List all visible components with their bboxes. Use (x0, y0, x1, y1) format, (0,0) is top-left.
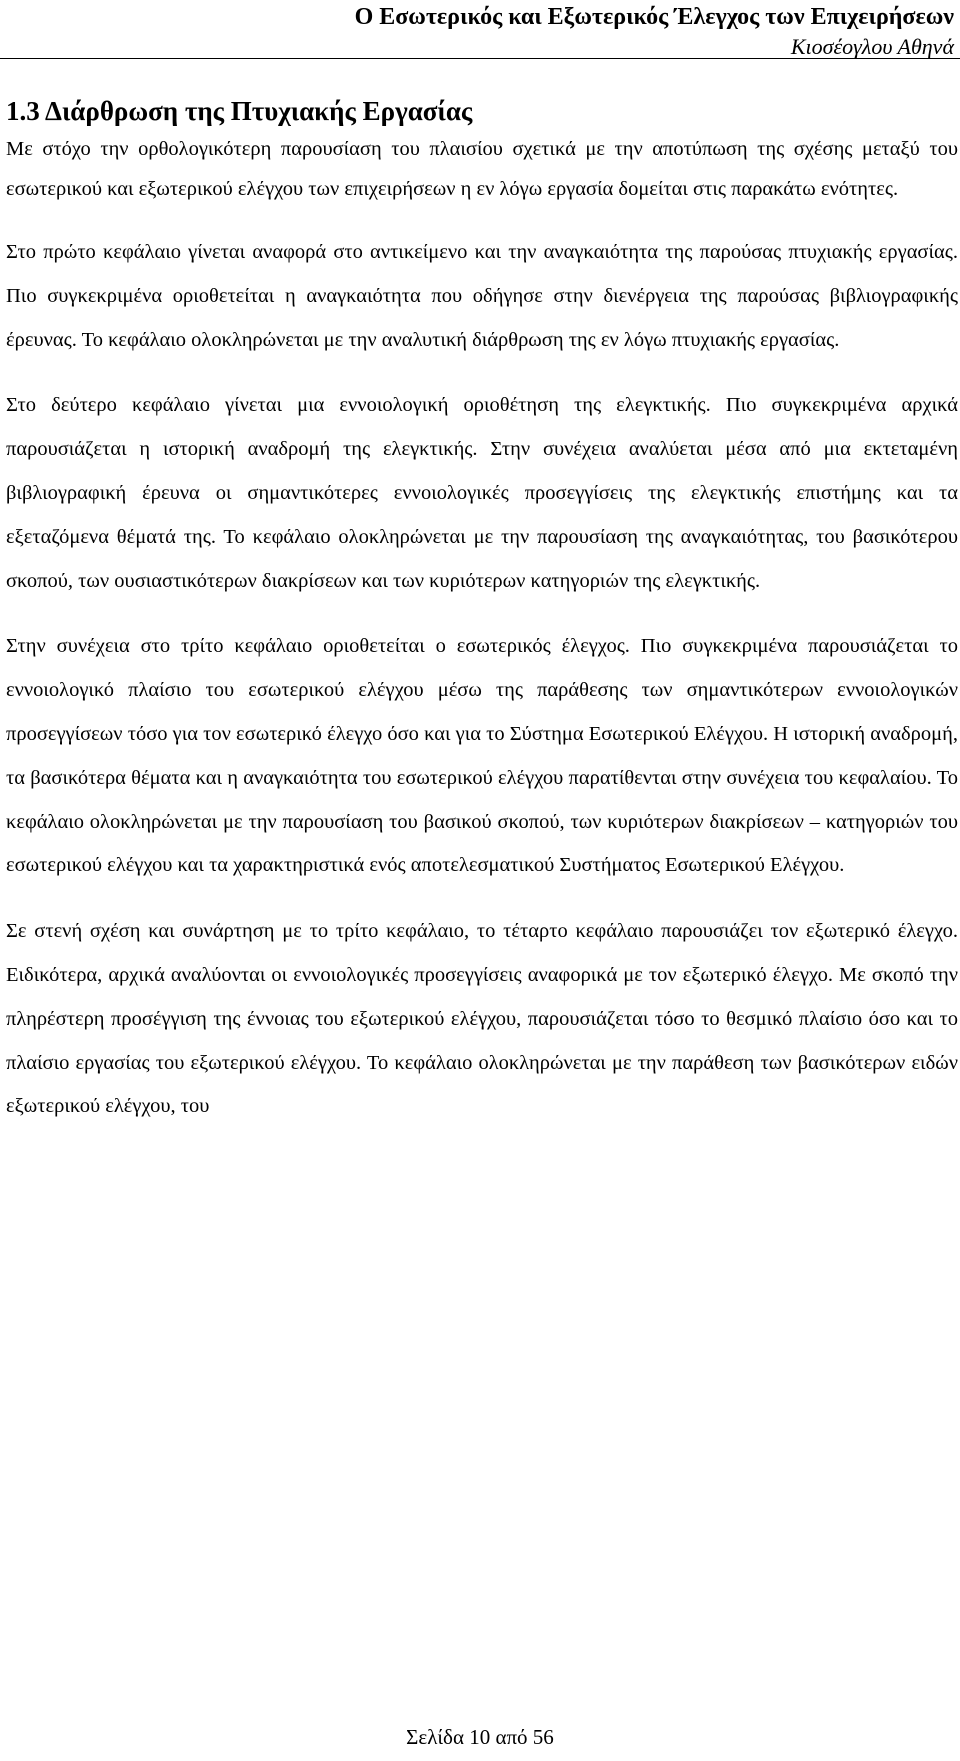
page-body (6, 93, 958, 1129)
header-divider (0, 58, 960, 59)
paragraph-chapter-1: Στο πρώτο κεφάλαιο γίνεται αναφορά στο αντικείμενο και την αναγκαιότητα της παρούσας πτυχιακής εργασίας. Πιο συγκεκριμένα οριοθετείται η αναγκαιότητα που οδήγησε στην διενέργεια της παρούσας βιβλιογραφικής έρευνας. Το κεφάλαιο ολοκληρώνεται με την αναλυτική διάρθρωση της εν λόγω πτυχιακής εργασίας. (6, 241, 958, 351)
header-title: Ο Εσωτερικός και Εξωτερικός Έλεγχος των Επιχειρήσεων (354, 4, 954, 30)
paragraph-chapter-2: Στο δεύτερο κεφάλαιο γίνεται μια εννοιολογική οριοθέτηση της ελεγκτικής. Πιο συγκεκριμένα αρχικά παρουσιάζεται η ιστορική αναδρομή της ελεγκτικής. Στην συνέχεια αναλύεται μέσα από μια εκτεταμένη βιβλιογραφική έρευνα οι σημαντικότερες εννοιολογικές προσεγγίσεις της ελεγκτικής επιστήμης και τα εξεταζόμενα θέματά της. Το κεφάλαιο ολοκληρώνεται με την παρουσίαση της αναγκαιότητας, του βασικότερου σκοπού, των ουσιαστικότερων διακρίσεων και των κυριότερων κατηγοριών της ελεγκτικής. (6, 394, 958, 592)
header-author: Κιοσέογλου Αθηνά (790, 34, 954, 59)
paragraph-chapter-4: Σε στενή σχέση και συνάρτηση με το τρίτο κεφάλαιο, το τέταρτο κεφάλαιο παρουσιάζει τον εξωτερικό έλεγχο. Ειδικότερα, αρχικά αναλύονται οι εννοιολογικές προσεγγίσεις αναφορικά με τον εξωτερικό έλεγχο. Με σκοπό την πληρέστερη προσέγγιση της έννοιας του εξωτερικού ελέγχου, παρουσιάζεται τόσο το θεσμικό πλαίσιο όσο και το πλαίσιο εργασίας του εξωτερικού ελέγχου. Το κεφάλαιο ολοκληρώνεται με την παράθεση των βασικότερων ειδών εξωτερικού ελέγχου, του (6, 920, 958, 1118)
section-title: 1.3 Διάρθρωση της Πτυχιακής Εργασίας (6, 96, 473, 126)
paragraph-chapter-3: Στην συνέχεια στο τρίτο κεφάλαιο οριοθετείται ο εσωτερικός έλεγχος. Πιο συγκεκριμένα παρουσιάζεται το εννοιολογικό πλαίσιο του εσωτερικού ελέγχου μέσω της παράθεσης των σημαντικότερων εννοιολογικών προσεγγίσεων τόσο για τον εσωτερικό έλεγχο όσο και για το Σύστημα Εσωτερικού Ελέγχου. Η ιστορική αναδρομή, τα βασικότερα θέματα και η αναγκαιότητα του εσωτερικού ελέγχου παρατίθενται στην συνέχεια του κεφαλαίου. Το κεφάλαιο ολοκληρώνεται με την παρουσίαση του βασικού σκοπού, των κυριότερων διακρίσεων – κατηγοριών του εσωτερικού ελέγχου και τα χαρακτηριστικά ενός αποτελεσματικού Συστήματος Εσωτερικού Ελέγχου. (6, 635, 958, 877)
page-number: Σελίδα 10 από 56 (406, 1725, 554, 1749)
paragraph-intro: Με στόχο την ορθολογικότερη παρουσίαση του πλαισίου σχετικά με την αποτύπωση της σχέσης μεταξύ του εσωτερικού και εξωτερικού ελέγχου των επιχειρήσεων η εν λόγω εργασία δομείται στις παρακάτω ενότητες. (6, 138, 958, 200)
page-header (6, 2, 954, 61)
